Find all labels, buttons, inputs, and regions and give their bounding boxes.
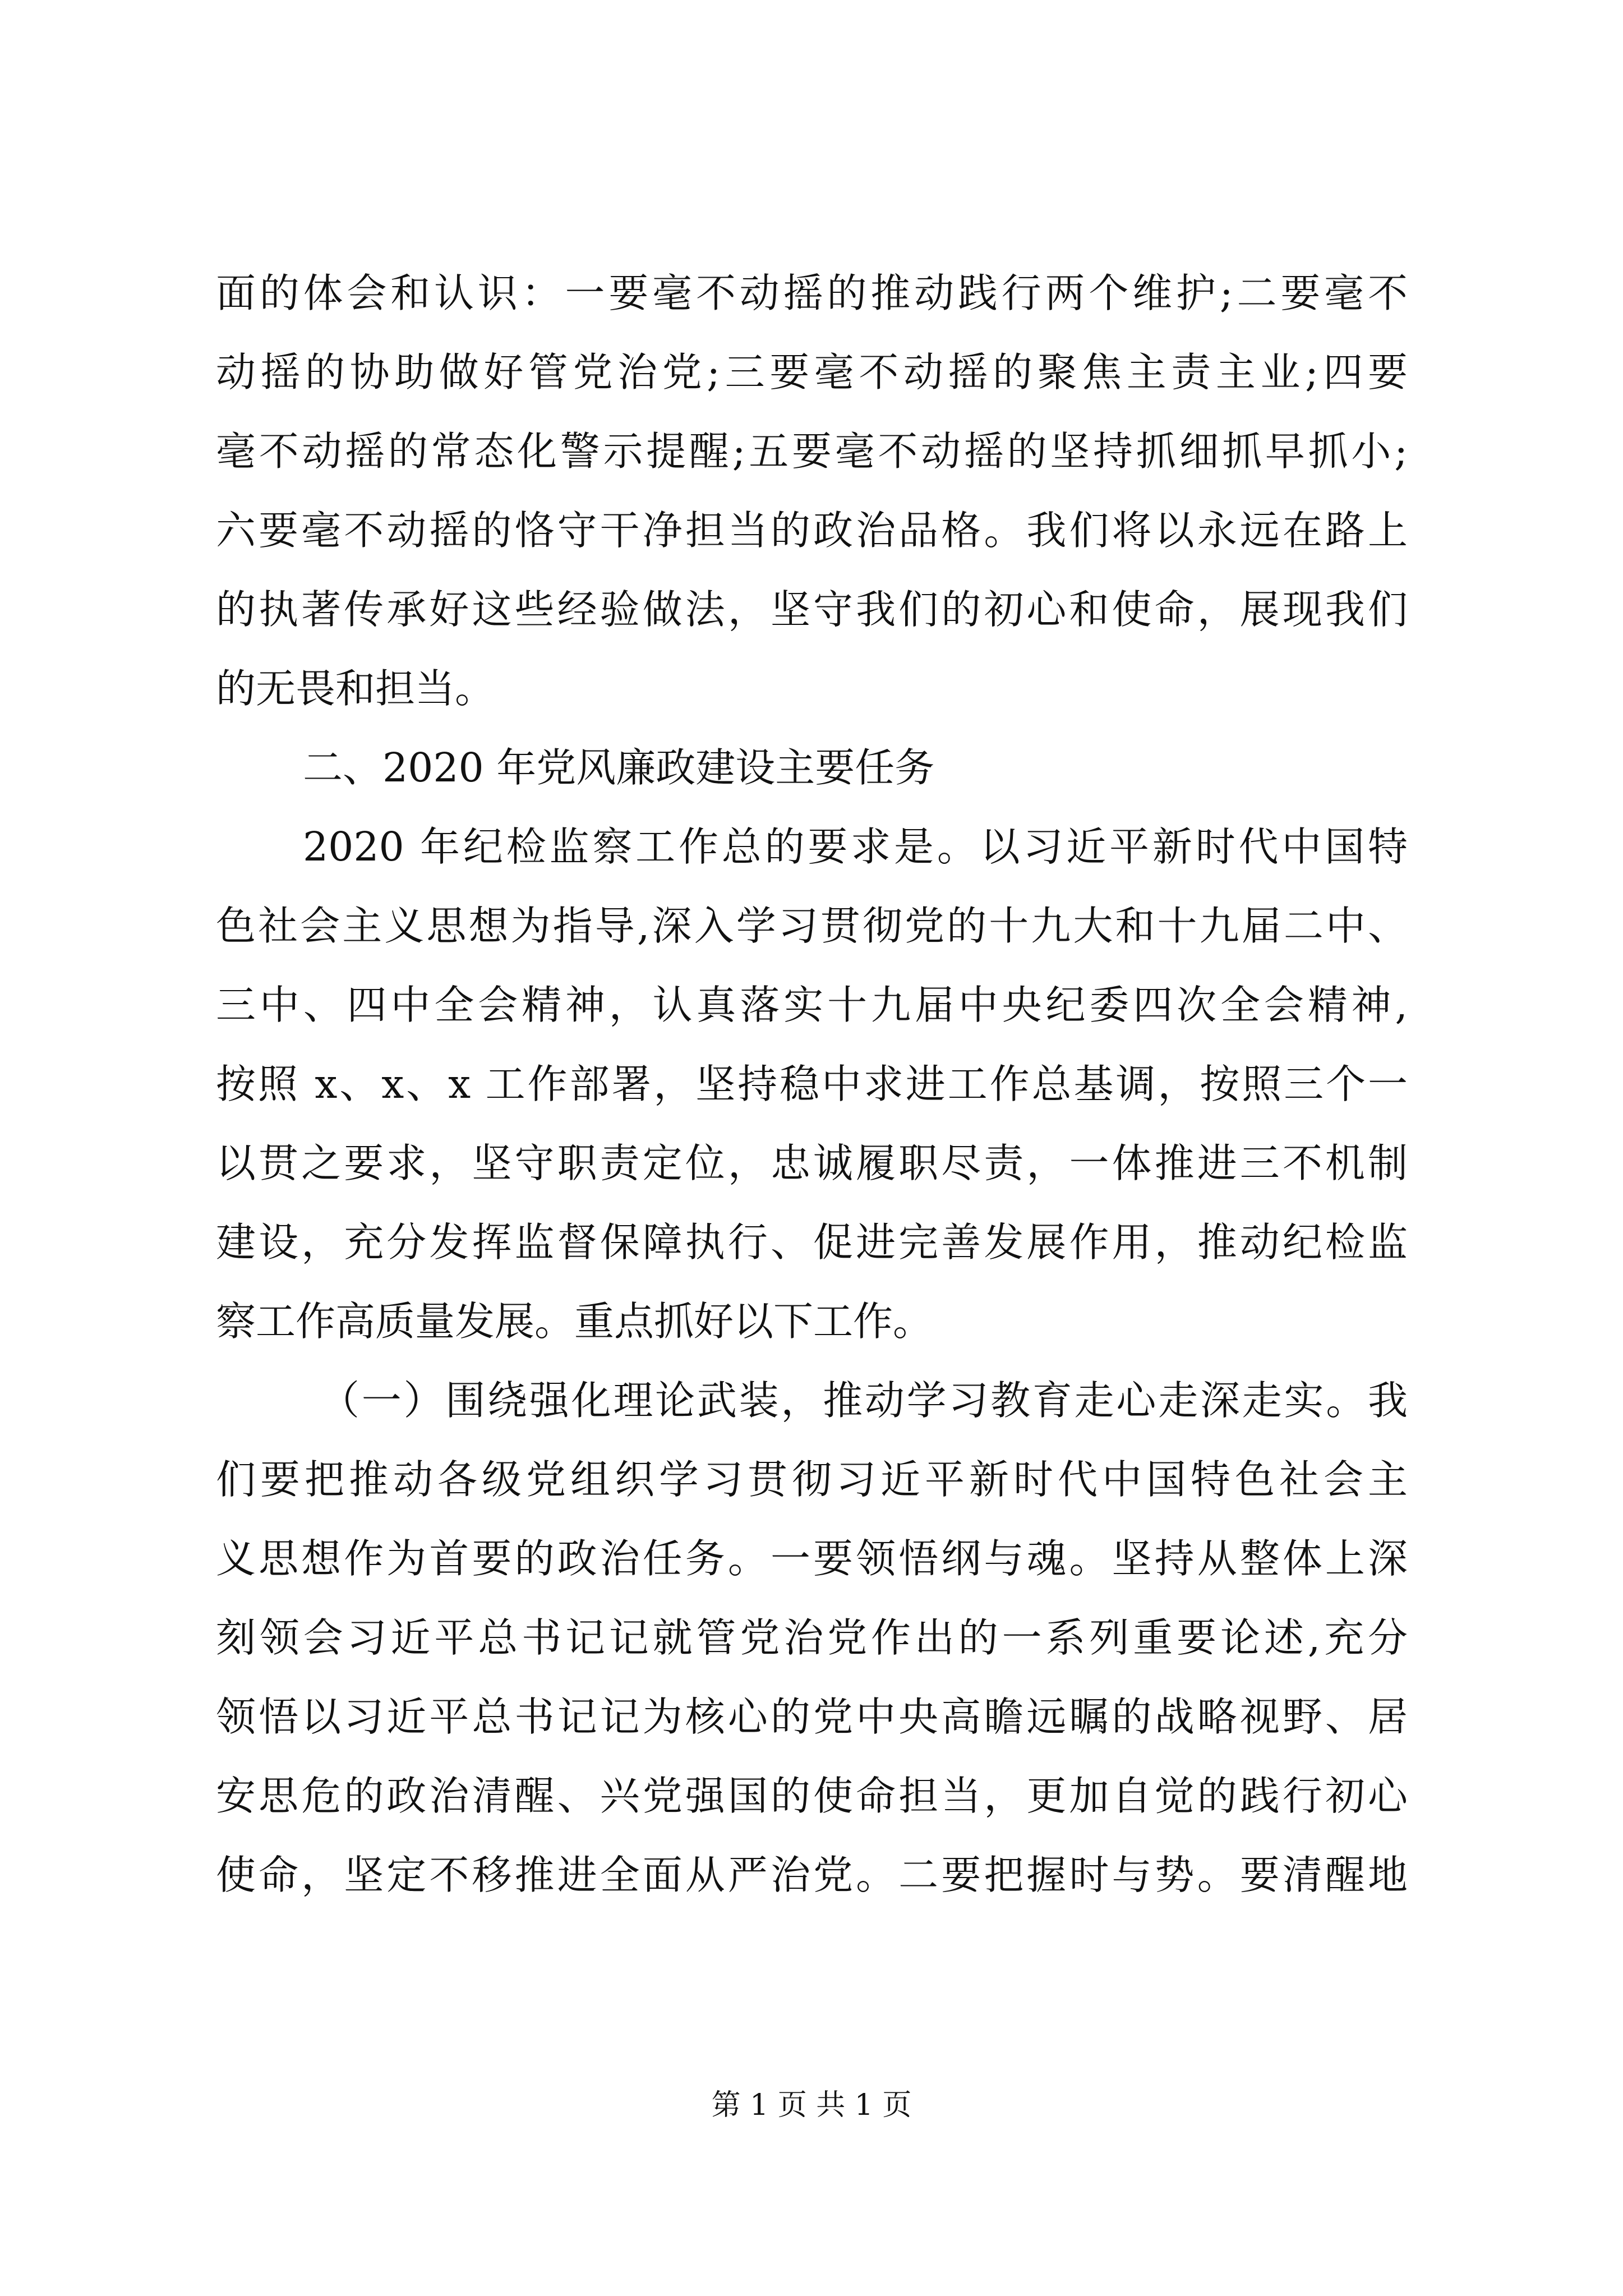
text-line: 以贯之要求，坚守职责定位，忠诚履职尽责，一体推进三不机制	[216, 1140, 1408, 1186]
text-line: 建设，充分发挥监督保障执行、促进完善发展作用，推动纪检监	[216, 1219, 1408, 1266]
text-line: 们要把推动各级党组织学习贯彻习近平新时代中国特色社会主	[216, 1456, 1408, 1503]
text-line: 义思想作为首要的政治任务。一要领悟纲与魂。坚持从整体上深	[216, 1535, 1408, 1582]
text-line: 刻领会习近平总书记记就管党治党作出的一系列重要论述,充分	[216, 1614, 1408, 1661]
text-line: 领悟以习近平总书记记为核心的党中央高瞻远瞩的战略视野、居	[216, 1694, 1408, 1740]
text-line: 安思危的政治清醒、兴党强国的使命担当，更加自觉的践行初心	[216, 1773, 1408, 1819]
document-body	[216, 254, 1408, 1915]
text-line: 面的体会和认识：一要毫不动摇的推动践行两个维护;二要毫不	[216, 270, 1408, 316]
text-line: 毫不动摇的常态化警示提醒;五要毫不动摇的坚持抓细抓早抓小;	[216, 428, 1408, 475]
text-line: 色社会主义思想为指导,深入学习贯彻党的十九大和十九届二中、	[216, 903, 1408, 949]
text-line: 的无畏和担当。	[216, 665, 495, 712]
text-line: 动摇的协助做好管党治党;三要毫不动摇的聚焦主责主业;四要	[216, 349, 1408, 395]
text-line: 察工作高质量发展。重点抓好以下工作。	[216, 1298, 933, 1345]
text-line: 的执著传承好这些经验做法，坚守我们的初心和使命，展现我们	[216, 586, 1408, 633]
section-heading: 二、2020 年党风廉政建设主要任务	[303, 744, 935, 791]
subsection-first-line: （一）围绕强化理论武装，推动学习教育走心走深走实。我	[320, 1377, 1408, 1424]
text-line: 使命，坚定不移推进全面从严治党。二要把握时与势。要清醒地	[216, 1852, 1408, 1898]
paragraph-first-line: 2020 年纪检监察工作总的要求是。以习近平新时代中国特	[303, 823, 1408, 870]
text-line: 按照 x、x、x 工作部署，坚持稳中求进工作总基调，按照三个一	[216, 1061, 1408, 1107]
text-line: 三中、四中全会精神，认真落实十九届中央纪委四次全会精神,	[216, 982, 1408, 1028]
page-footer: 第 1 页 共 1 页	[711, 2088, 912, 2122]
text-line: 六要毫不动摇的恪守干净担当的政治品格。我们将以永远在路上	[216, 507, 1408, 554]
